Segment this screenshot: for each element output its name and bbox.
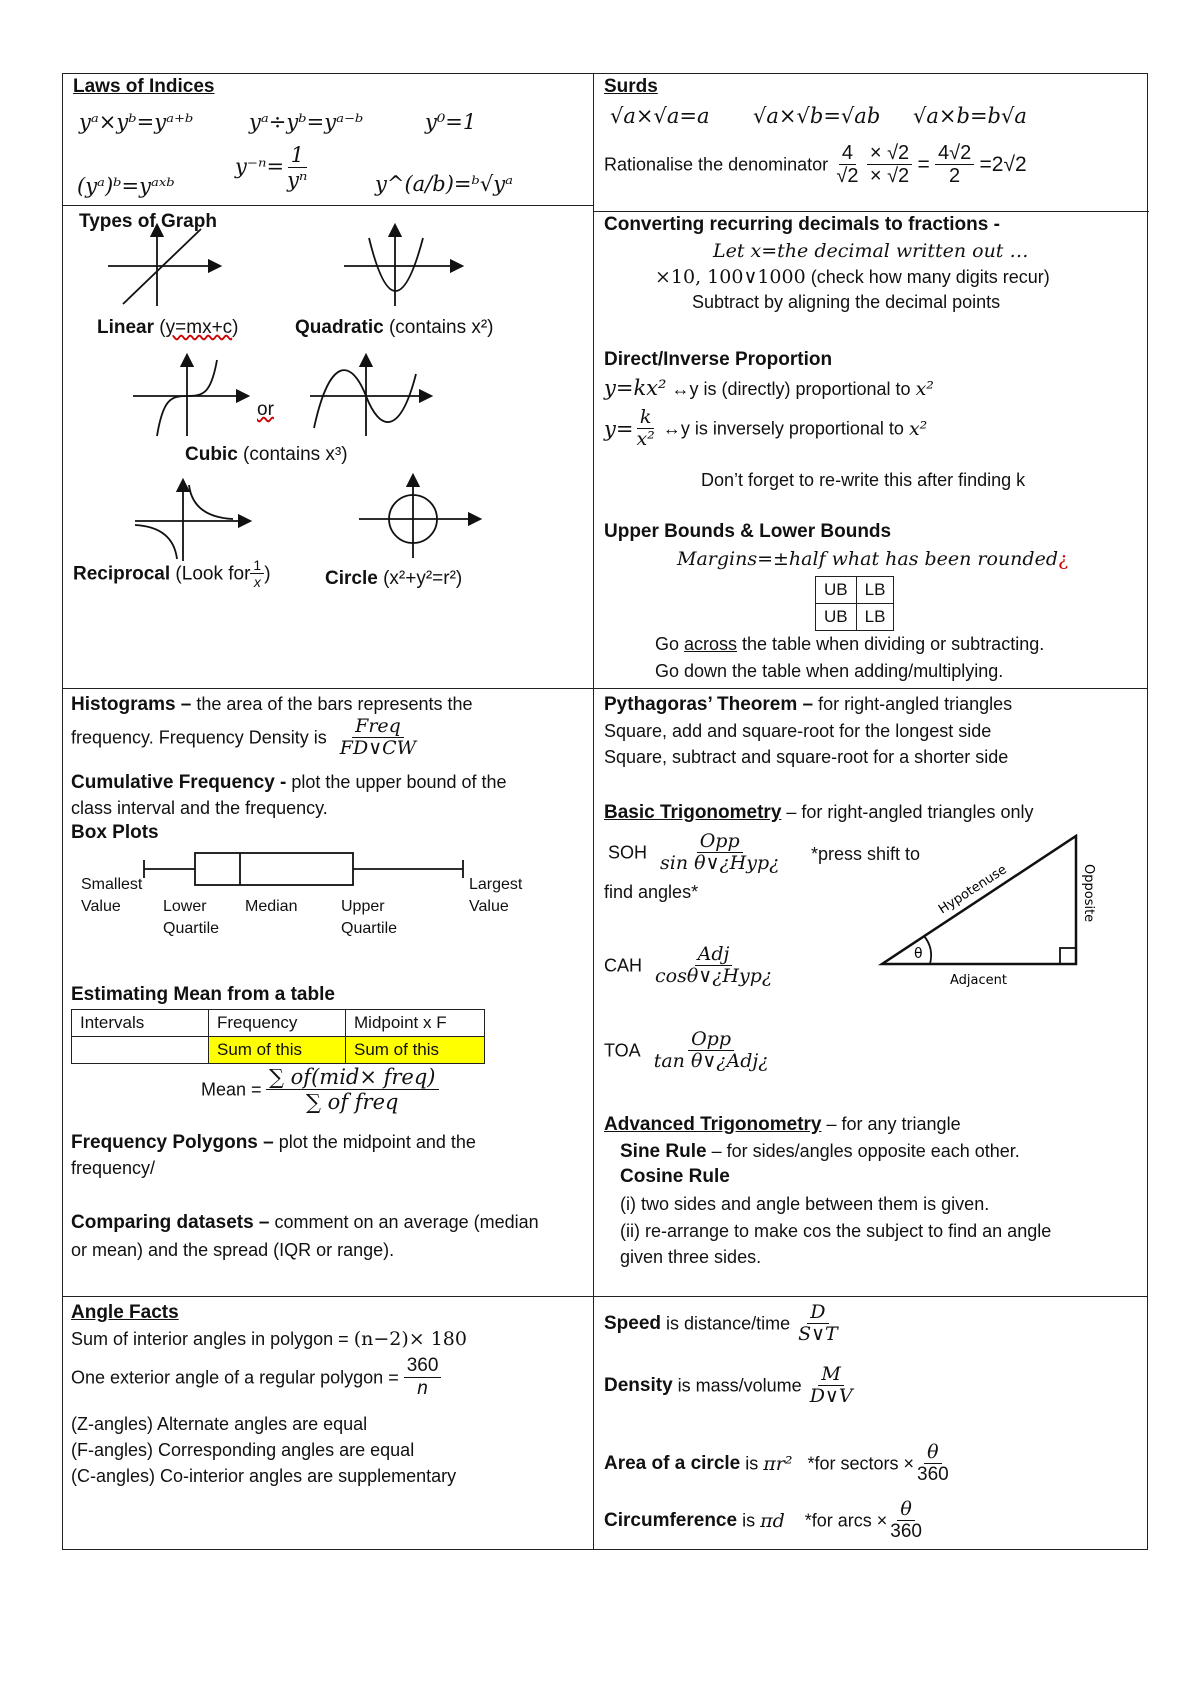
linear-graph: [103, 224, 223, 309]
box-label-lower: Lower Quartile: [163, 898, 220, 937]
or-label: or: [257, 399, 274, 420]
divider: [63, 688, 1147, 689]
quadratic-label: Quadratic (contains x²): [295, 317, 494, 338]
surds-title: Surds: [604, 76, 658, 97]
box-label-largest: Largest Value: [469, 876, 523, 915]
reciprocal-label: Reciprocal (Look for $\frac{1}{x}$ ): [73, 557, 271, 591]
histograms-text: Histograms – the area of the bars represents the: [71, 694, 473, 715]
direct-proportion: y=kx² ↔y is (directly) proportional to x²: [604, 376, 934, 400]
inverse-proportion: y= $\frac{k}{\text{x²}}$ ↔y is inversely proportional to x²: [604, 406, 928, 450]
trig-title: Basic Trigonometry – for right-angled triangles only: [604, 802, 1034, 823]
recurring-let: Let x=the decimal written out …: [713, 240, 1029, 262]
z-angles: (Z-angles) Alternate angles are equal: [71, 1414, 368, 1434]
pythagoras-title: Pythagoras’ Theorem – for right-angled triangles: [604, 694, 1013, 715]
divider: [593, 211, 1149, 212]
soh: SOH $\frac{\text{Opp}}{\text{sin θ∨¿Hyp¿}}$: [608, 830, 780, 874]
advanced-trig-title: Advanced Trigonometry – for any triangle: [604, 1114, 961, 1135]
c-angles: (C-angles) Co-interior angles are supplementary: [71, 1466, 457, 1486]
opposite-label: Opposite: [1081, 864, 1096, 923]
graphs-title: Types of Graph: [79, 211, 217, 232]
index-law-power: (yᵃ)ᵇ=yᵃˣᵇ: [77, 174, 175, 198]
toa: TOA $\frac{\text{Opp}}{\text{tan θ∨¿Adj¿}}$: [604, 1028, 769, 1072]
index-law-negative: y⁻ⁿ= $\frac{1}{\text{yⁿ}}$: [235, 143, 308, 193]
reciprocal-graph: [133, 479, 253, 564]
column-divider: [593, 74, 594, 1549]
trig-note-2: find angles*: [604, 882, 699, 902]
bounds-table: UB LB UB LB: [815, 576, 894, 631]
cosine-rule-2: (ii) re-arrange to make cos the subject to find an angle: [620, 1221, 1052, 1241]
speed-formula: Speed is distance/time $\frac{D}{S\vee T}$: [604, 1301, 838, 1345]
right-triangle-diagram: [878, 834, 1108, 994]
angle-facts-title: Angle Facts: [71, 1302, 179, 1323]
frequency-polygons: Frequency Polygons – plot the midpoint and the: [71, 1132, 476, 1153]
divider: [63, 1296, 1147, 1297]
bounds-down: Go down the table when adding/multiplying.: [655, 661, 1004, 681]
proportion-reminder: Don’t forget to re-write this after finding k: [701, 470, 1026, 490]
circle-label: Circle (x²+y²=r²): [325, 568, 463, 589]
hypotenuse-label: Hypotenuse: [936, 862, 1010, 918]
f-angles: (F-angles) Corresponding angles are equal: [71, 1440, 415, 1460]
adjacent-label: Adjacent: [950, 973, 1007, 988]
pythagoras-shorter: Square, subtract and square-root for a shorter side: [604, 747, 1009, 767]
fp-desc: frequency/: [71, 1158, 156, 1178]
cmp-desc: or mean) and the spread (IQR or range).: [71, 1240, 395, 1260]
cosine-rule-title: Cosine Rule: [620, 1166, 730, 1187]
rationalise-line: Rationalise the denominator $\frac{4}{√2}$ $\frac{\times √2}{\times √2}$ = $\frac{4√2}{2}$ =2√2: [604, 142, 1027, 187]
index-law-zero: y⁰=1: [425, 110, 477, 134]
circumference: Circumference is πd *for arcs × $\frac{\theta}{360}$: [604, 1498, 922, 1542]
indices-title: Laws of Indices: [73, 76, 215, 97]
cumulative-frequency: Cumulative Frequency - plot the upper bound of the: [71, 772, 507, 793]
recurring-multiply: ×10, 100∨1000 (check how many digits recur): [655, 266, 1050, 288]
cubic-graph-1: [131, 354, 251, 439]
box-label-upper: Upper Quartile: [341, 898, 398, 937]
index-law-divide: yᵃ÷yᵇ=yᵃ⁻ᵇ: [249, 110, 364, 134]
index-law-multiply: yᵃ×yᵇ=yᵃ⁺ᵇ: [79, 110, 194, 134]
sine-rule: Sine Rule – for sides/angles opposite each other.: [620, 1141, 1020, 1162]
surd-rule-1: √a×√a=a: [610, 104, 710, 128]
mean-table: Intervals Frequency Midpoint x F Sum of this Sum of this: [71, 1009, 485, 1064]
exterior-angle: One exterior angle of a regular polygon = $\frac{360}{n}$: [71, 1356, 441, 1400]
quadratic-graph: [339, 224, 464, 309]
surd-rule-2: √a×√b=√ab: [753, 104, 881, 128]
mean-formula: Mean = $\frac{\text{∑ of(mid× freq)}}{\text{∑ of freq}}$: [201, 1066, 439, 1114]
bounds-title: Upper Bounds & Lower Bounds: [604, 521, 892, 542]
surd-rule-3: √a×b=b√a: [913, 104, 1027, 128]
pythagoras-longest: Square, add and square-root for the longest side: [604, 721, 992, 741]
box-plots-title: Box Plots: [71, 822, 159, 843]
index-law-fractional: y^(a/b)=ᵇ√yᵃ: [375, 172, 514, 196]
revision-sheet: [62, 73, 1148, 1550]
recurring-subtract: Subtract by aligning the decimal points: [692, 292, 1001, 312]
bounds-margins: Margins=±half what has been rounded¿: [677, 548, 1069, 570]
cosine-rule-1: (i) two sides and angle between them is given.: [620, 1194, 990, 1214]
cf-desc: class interval and the frequency.: [71, 798, 328, 818]
box-label-smallest: Smallest Value: [81, 876, 143, 915]
cubic-label: Cubic (contains x³): [185, 444, 348, 465]
divider: [63, 205, 594, 206]
cah: CAH $\frac{\text{Adj}}{\text{cosθ∨¿Hyp¿}}$: [604, 943, 773, 987]
proportion-title: Direct/Inverse Proportion: [604, 349, 833, 370]
density-formula: Density is mass/volume $\frac{M}{D\vee V}$: [604, 1363, 853, 1407]
comparing-datasets: Comparing datasets – comment on an average (median: [71, 1212, 539, 1233]
box-label-median: Median: [245, 898, 298, 915]
theta-label: θ: [914, 946, 923, 962]
cubic-graph-2: [308, 354, 433, 439]
linear-label: Linear (y=mx+c): [97, 317, 239, 338]
cosine-rule-3: given three sides.: [620, 1247, 762, 1267]
bounds-across: Go across the table when dividing or subtracting.: [655, 634, 1045, 654]
circle-graph: [357, 474, 482, 559]
mean-title: Estimating Mean from a table: [71, 984, 335, 1005]
frequency-density: frequency. Frequency Density is $\frac{\text{Freq}}{FD\vee CW}$: [71, 715, 417, 759]
area-of-circle: Area of a circle is πr² *for sectors × $\frac{\theta}{360}$: [604, 1441, 949, 1485]
trig-note-1: *press shift to: [811, 844, 921, 864]
recurring-title: Converting recurring decimals to fractions -: [604, 214, 1000, 235]
interior-angles: Sum of interior angles in polygon = (n−2)× 180: [71, 1328, 467, 1350]
